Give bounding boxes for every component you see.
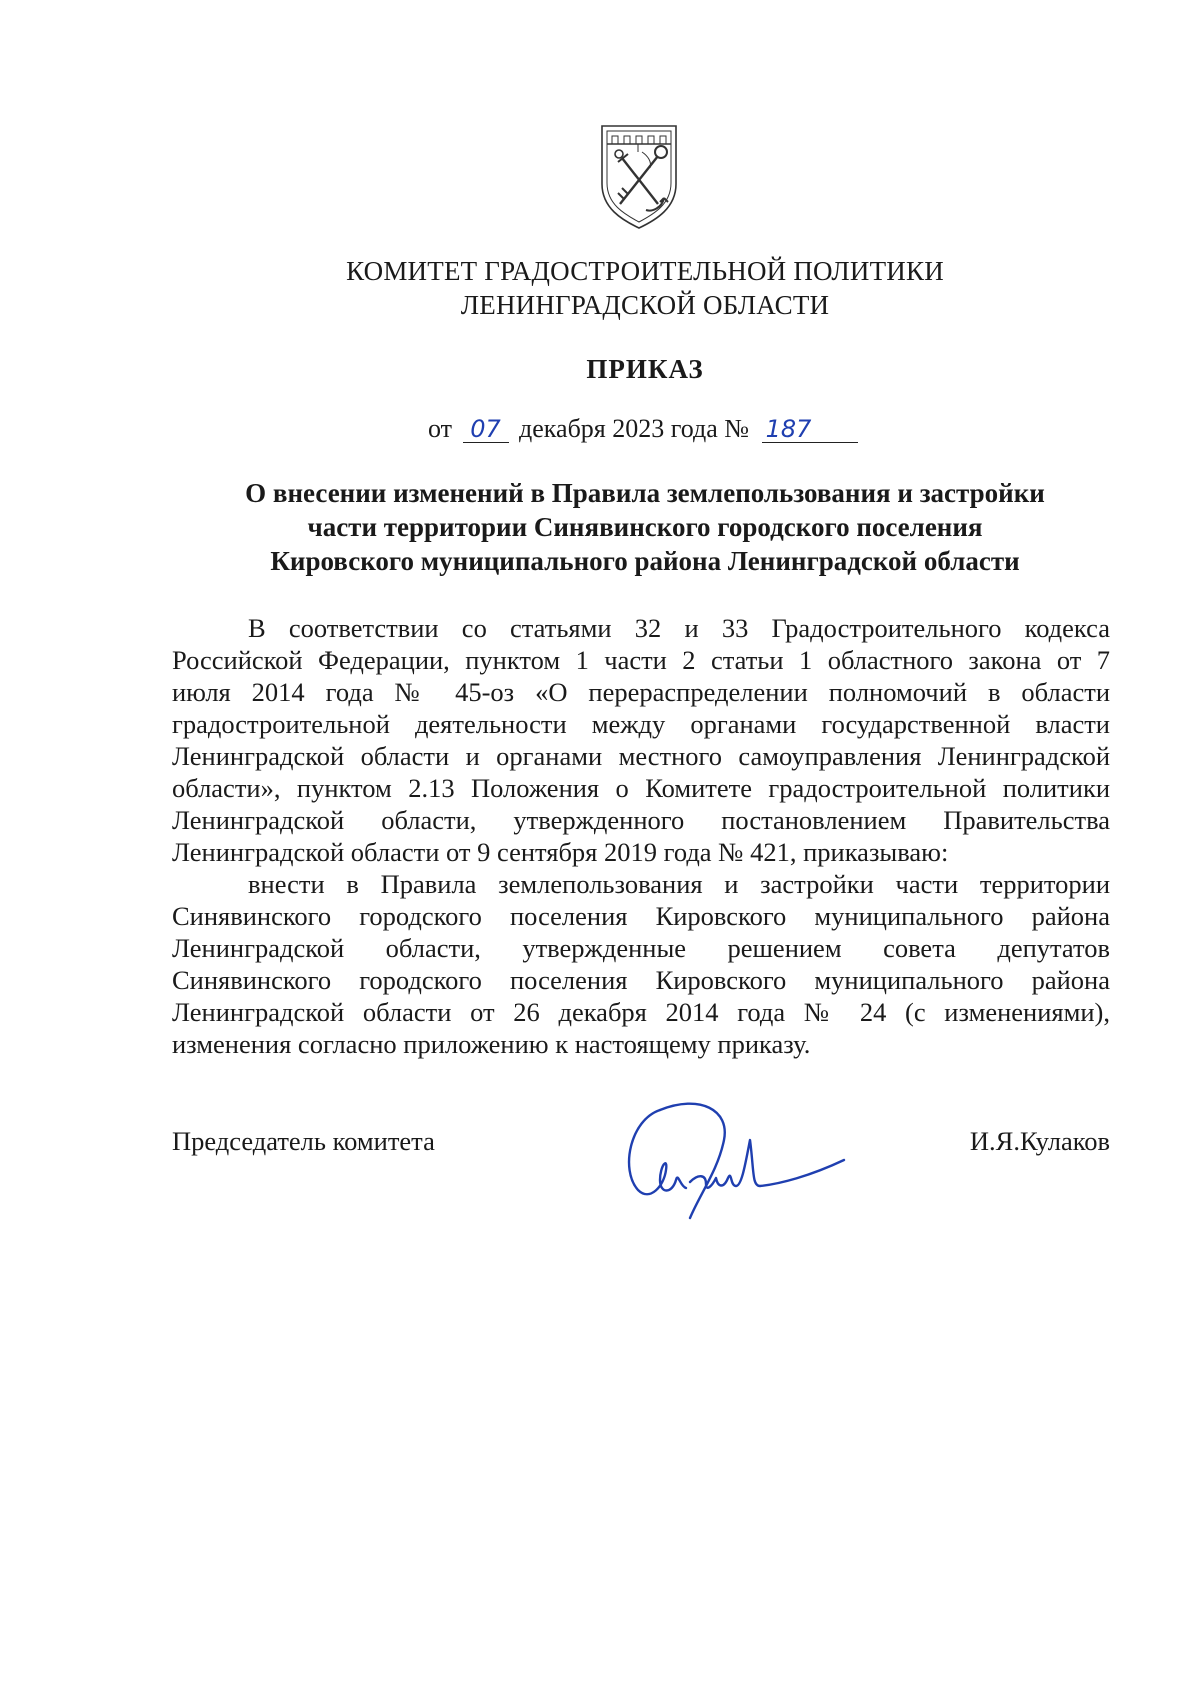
signatory-position: Председатель комитета xyxy=(172,1126,435,1156)
body-line: В соответствии со статьями 32 и 33 Градостроительного кодекса xyxy=(248,613,1110,643)
body-line: Ленинградской области, утвержденного постановлением Правительства xyxy=(172,805,1110,835)
document-number-handwritten: 187 xyxy=(762,416,858,443)
date-prefix: от xyxy=(428,414,453,443)
body-line: Ленинградской области от 26 декабря 2014 года № 24 (с изменениями), xyxy=(172,997,1110,1027)
document-type: ПРИКАЗ xyxy=(586,354,704,384)
body-line: градостроительной деятельности между органами государственной власти xyxy=(172,709,1110,739)
handwritten-signature-icon xyxy=(620,1090,860,1230)
organization-name-line-1: КОМИТЕТ ГРАДОСТРОИТЕЛЬНОЙ ПОЛИТИКИ xyxy=(346,256,944,286)
body-line: Ленинградской области от 9 сентября 2019 года № 421, приказываю: xyxy=(172,837,949,867)
body-line: Российской Федерации, пунктом 1 части 2 статьи 1 областного закона от 7 xyxy=(172,645,1110,675)
body-line: Ленинградской области, утвержденные решением совета депутатов xyxy=(172,933,1110,963)
body-line: внести в Правила землепользования и застройки части территории xyxy=(248,869,1110,899)
body-line: изменения согласно приложению к настоящему приказу. xyxy=(172,1029,811,1059)
date-day-handwritten: 07 xyxy=(463,416,509,443)
document-title-line-3: Кировского муниципального района Ленинградской области xyxy=(270,546,1020,576)
coat-of-arms-icon xyxy=(598,122,680,230)
document-title-line-1: О внесении изменений в Правила землепользования и застройки xyxy=(245,478,1045,508)
date-number-line xyxy=(428,414,858,444)
date-rest: декабря 2023 года № xyxy=(519,414,750,443)
organization-name-line-2: ЛЕНИНГРАДСКОЙ ОБЛАСТИ xyxy=(460,290,830,320)
body-line: области», пунктом 2.13 Положения о Комитете градостроительной политики xyxy=(172,773,1110,803)
body-line: Ленинградской области и органами местного самоуправления Ленинградской xyxy=(172,741,1110,771)
body-line: Синявинского городского поселения Кировского муниципального района xyxy=(172,901,1110,931)
body-line: Синявинского городского поселения Кировского муниципального района xyxy=(172,965,1110,995)
signatory-name: И.Я.Кулаков xyxy=(969,1126,1110,1156)
document-title-line-2: части территории Синявинского городского поселения xyxy=(307,512,983,542)
body-line: июля 2014 года № 45-оз «О перераспределении полномочий в области xyxy=(172,677,1110,707)
